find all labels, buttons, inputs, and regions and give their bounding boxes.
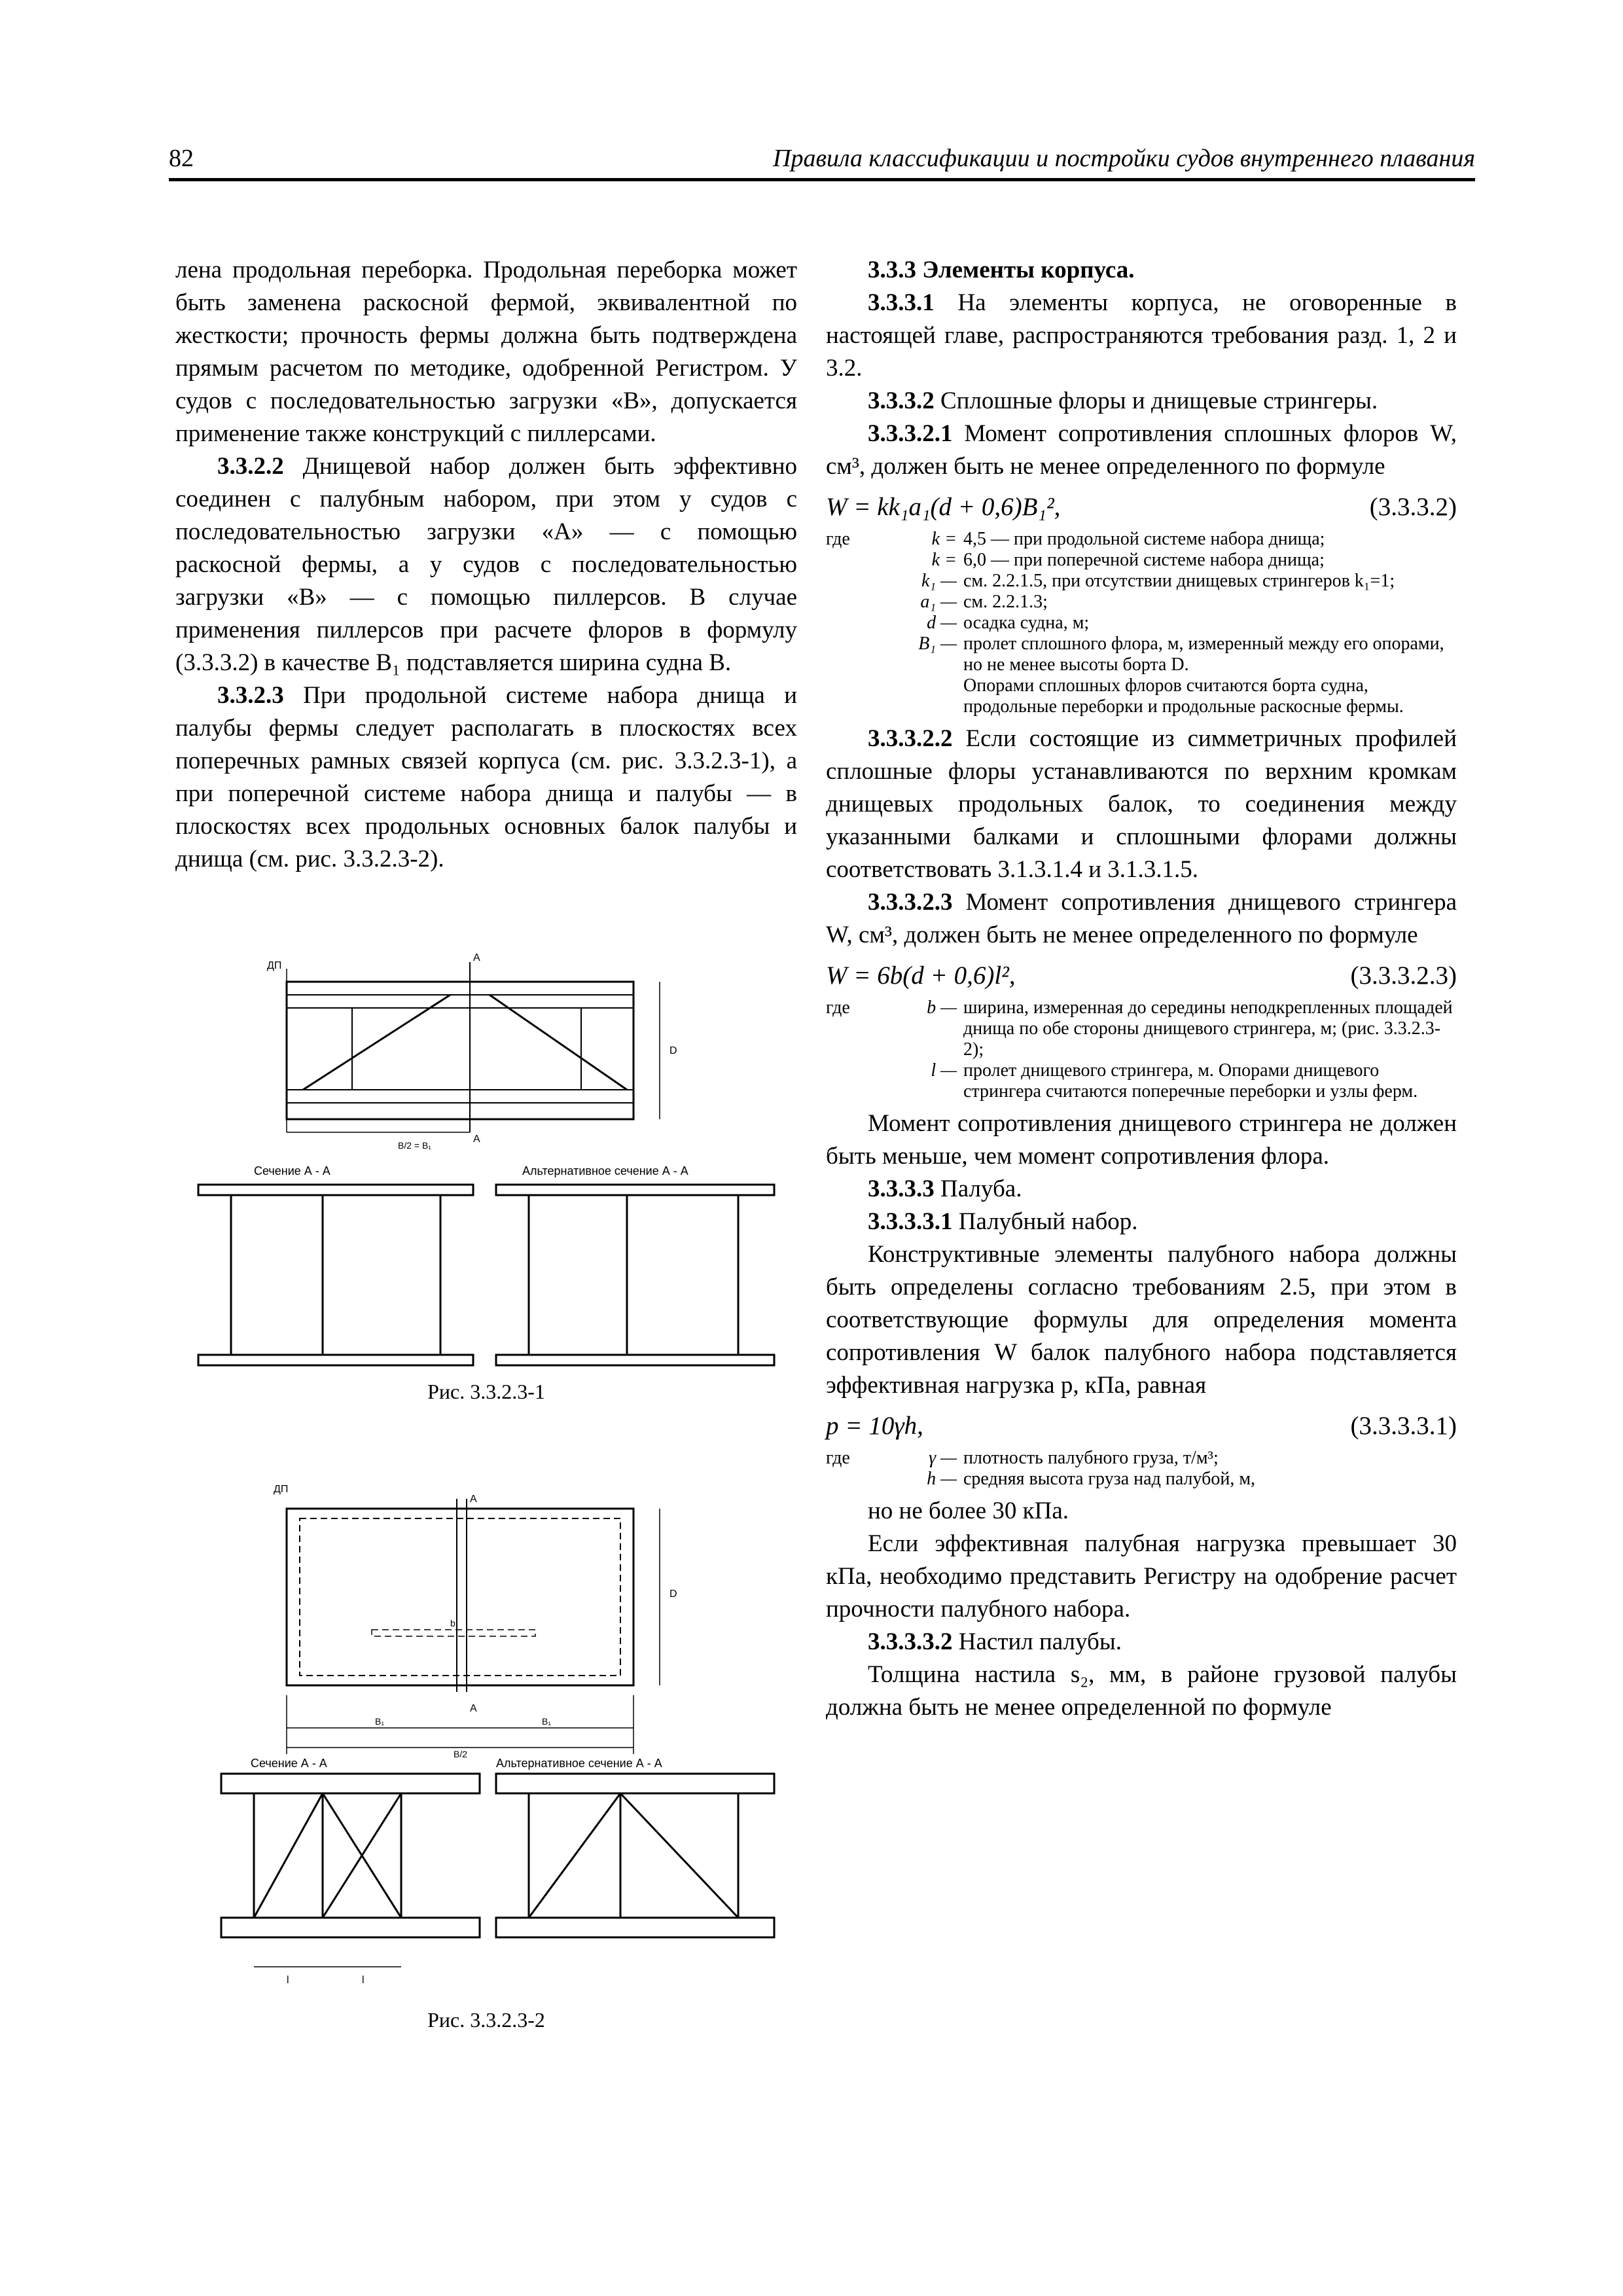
paragraph-3-3-3-1: 3.3.3.1 На элементы корпуса, не оговоренные в настоящей главе, распространяются требования разд. 1, 2 и 3.2. <box>826 289 1457 382</box>
paragraph-30kpa: но не более 30 кПа. <box>868 1498 1069 1524</box>
where-list-3: где γ — плотность палубного груза, т/м³; h — средняя высота груза над палубой, м, <box>826 1448 1256 1489</box>
formula-3-3-3-2: W = kk₁a₁(d + 0,6)B₁², (3.3.3.2) <box>826 493 1457 521</box>
label-b2: B/2 <box>454 1749 468 1759</box>
section-bottom <box>221 1918 480 1937</box>
paragraph-exceed: Если эффективная палубная нагрузка превышает 30 кПа, необходимо представить Регистру на одобрение расчет прочности палубного набора. <box>826 1530 1457 1623</box>
page-header <box>169 139 1475 181</box>
paragraph-3-3-3-3: 3.3.3.3 Палуба. <box>868 1175 1022 1202</box>
dimension-b <box>372 1630 535 1636</box>
figure-3-3-2-3-1 <box>175 942 797 1404</box>
diagonal-brace <box>303 995 450 1090</box>
label-b2: B/2 = B₁ <box>398 1140 432 1151</box>
label-b1-left: B₁ <box>375 1716 385 1727</box>
heading-3-3-3: 3.3.3 Элементы корпуса. <box>868 257 1135 283</box>
section-deck <box>221 1774 480 1793</box>
paragraph-continued: лена продольная переборка. Продольная переборка может быть заменена раскосной фермой, эквивалентной по жесткости; прочность фермы должна быть подтверждена прямым расчетом по методике, одобренной Регистром. У судов с последовательностью загрузки «В», допускается применение также конструкций с пиллерсами. <box>175 257 797 447</box>
paragraph-3-3-3-3-2: 3.3.3.3.2 Настил палубы. <box>868 1628 1122 1655</box>
section-deck <box>198 1185 473 1195</box>
figure-1-caption: Рис. 3.3.2.3-1 <box>427 1380 545 1403</box>
label-a-top: А <box>473 952 480 963</box>
section-label: Сечение А - А <box>254 1164 330 1177</box>
label-d: D <box>669 1588 677 1600</box>
paragraph-3-3-3-3-1: 3.3.3.3.1 Палубный набор. <box>868 1208 1138 1235</box>
figure-2-drawing <box>175 1466 797 2003</box>
section-bottom <box>198 1355 473 1365</box>
paragraph-deck-framing: Конструктивные элементы палубного набора должны быть определены согласно требованиям 2.5, при этом в соответствующие формулы для определения момента сопротивления W балок палубного набора подставляется эффективная нагрузка p, кПа, равная <box>826 1241 1457 1399</box>
where-list-2: где b — ширина, измеренная до середины неподкрепленных площадей днища по обе стороны днищевого стрингера, м; (рис. 3.3.2.3-2); l — пролет днищевого стрингера, м. Опорами днищевого стрингера считаются поперечные переборки и узлы ферм. <box>826 997 1453 1102</box>
label-dp: ДП <box>274 1484 289 1495</box>
paragraph-moment: Момент сопротивления днищевого стрингера не должен быть меньше, чем момент сопротивления флора. <box>826 1110 1457 1170</box>
figure-2-caption: Рис. 3.3.2.3-2 <box>427 2008 545 2032</box>
left-column <box>175 254 797 876</box>
paragraph-3-3-3-2-1: 3.3.3.2.1 Момент сопротивления сплошных флоров W, см³, должен быть не менее определенного по формуле <box>826 420 1457 480</box>
diagonal-brace <box>490 995 627 1090</box>
label-a-bottom: А <box>473 1134 480 1145</box>
paragraph-3-3-2-2: 3.3.2.2 Днищевой набор должен быть эффективно соединен с палубным набором, при этом у судов с последовательностью загрузки «А» — с помощью раскосной фермы, а у судов с последовательностью загрузки «В» — с помощью пиллерсов. В случае применения пиллерсов при расчете флоров в формулу (3.3.3.2) в качестве B₁ подставляется ширина судна B. <box>175 453 798 676</box>
alt-section-label: Альтернативное сечение А - А <box>496 1757 662 1770</box>
figure-1-drawing <box>175 942 797 1374</box>
label-b1-right: B₁ <box>542 1716 552 1727</box>
section-label: Сечение А - А <box>251 1757 327 1770</box>
paragraph-3-3-3-2-3: 3.3.3.2.3 Момент сопротивления днищевого стрингера W, см³, должен быть не менее определенного по формуле <box>826 889 1457 948</box>
paragraph-3-3-3-2-2: 3.3.3.2.2 Если состоящие из симметричных профилей сплошные флоры устанавливаются по верхним кромкам днищевых продольных балок, то соединения между указанными балками и сплошными флорами должны соответствовать 3.1.3.1.4 и 3.1.3.1.5. <box>826 725 1457 883</box>
plan-frame <box>287 1509 633 1685</box>
label-dp: ДП <box>267 960 282 971</box>
alt-section-label: Альтернативное сечение А - А <box>522 1164 688 1177</box>
right-column <box>826 254 1457 1724</box>
label-d: D <box>669 1045 677 1056</box>
figure-3-3-2-3-2 <box>175 1466 797 2032</box>
label-l-right: l <box>362 1975 365 1986</box>
paragraph-3-3-2-3: 3.3.2.3 При продольной системе набора днища и палубы фермы следует располагать в плоскостях всех поперечных рамных связей корпуса (см. рис. 3.3.2.3-1), а при поперечной системе набора днища и палубы — в плоскостях всех продольных основных балок палубы и днища (см. рис. 3.3.2.3-2). <box>175 682 797 872</box>
label-l-left: l <box>287 1975 289 1986</box>
paragraph-3-3-3-2: 3.3.3.2 Сплошные флоры и днищевые стрингеры. <box>868 387 1378 414</box>
paragraph-thickness: Толщина настила s₂, мм, в районе грузовой палубы должна быть не менее определенной по формуле <box>826 1661 1457 1721</box>
formula-3-3-3-3-1: p = 10γh, (3.3.3.3.1) <box>826 1412 1457 1440</box>
label-b: b <box>450 1618 455 1628</box>
where-list-1: где k = 4,5 — при продольной системе набора днища; k = 6,0 — при поперечной системе набора днища; k₁ — см. 2.2.1.5, при отсутствии днищевых стрингеров k₁=1; a₁ — см. 2.2.1.3; d — осадка судна, м; B₁ — пролет сплошного флора, м, измеренный между его опорами, но не менее высоты борта D. Опорами сплошных флоров считаются борта судна, продольные переборки и продольные раскосные фермы. <box>826 529 1444 717</box>
label-a-top: А <box>470 1494 477 1505</box>
label-a-bottom: А <box>470 1703 477 1714</box>
page-number: 82 <box>169 145 194 172</box>
formula-3-3-3-2-3: W = 6b(d + 0,6)l², (3.3.3.2.3) <box>826 961 1457 990</box>
running-title: Правила классификации и постройки судов внутреннего плавания <box>773 145 1475 172</box>
